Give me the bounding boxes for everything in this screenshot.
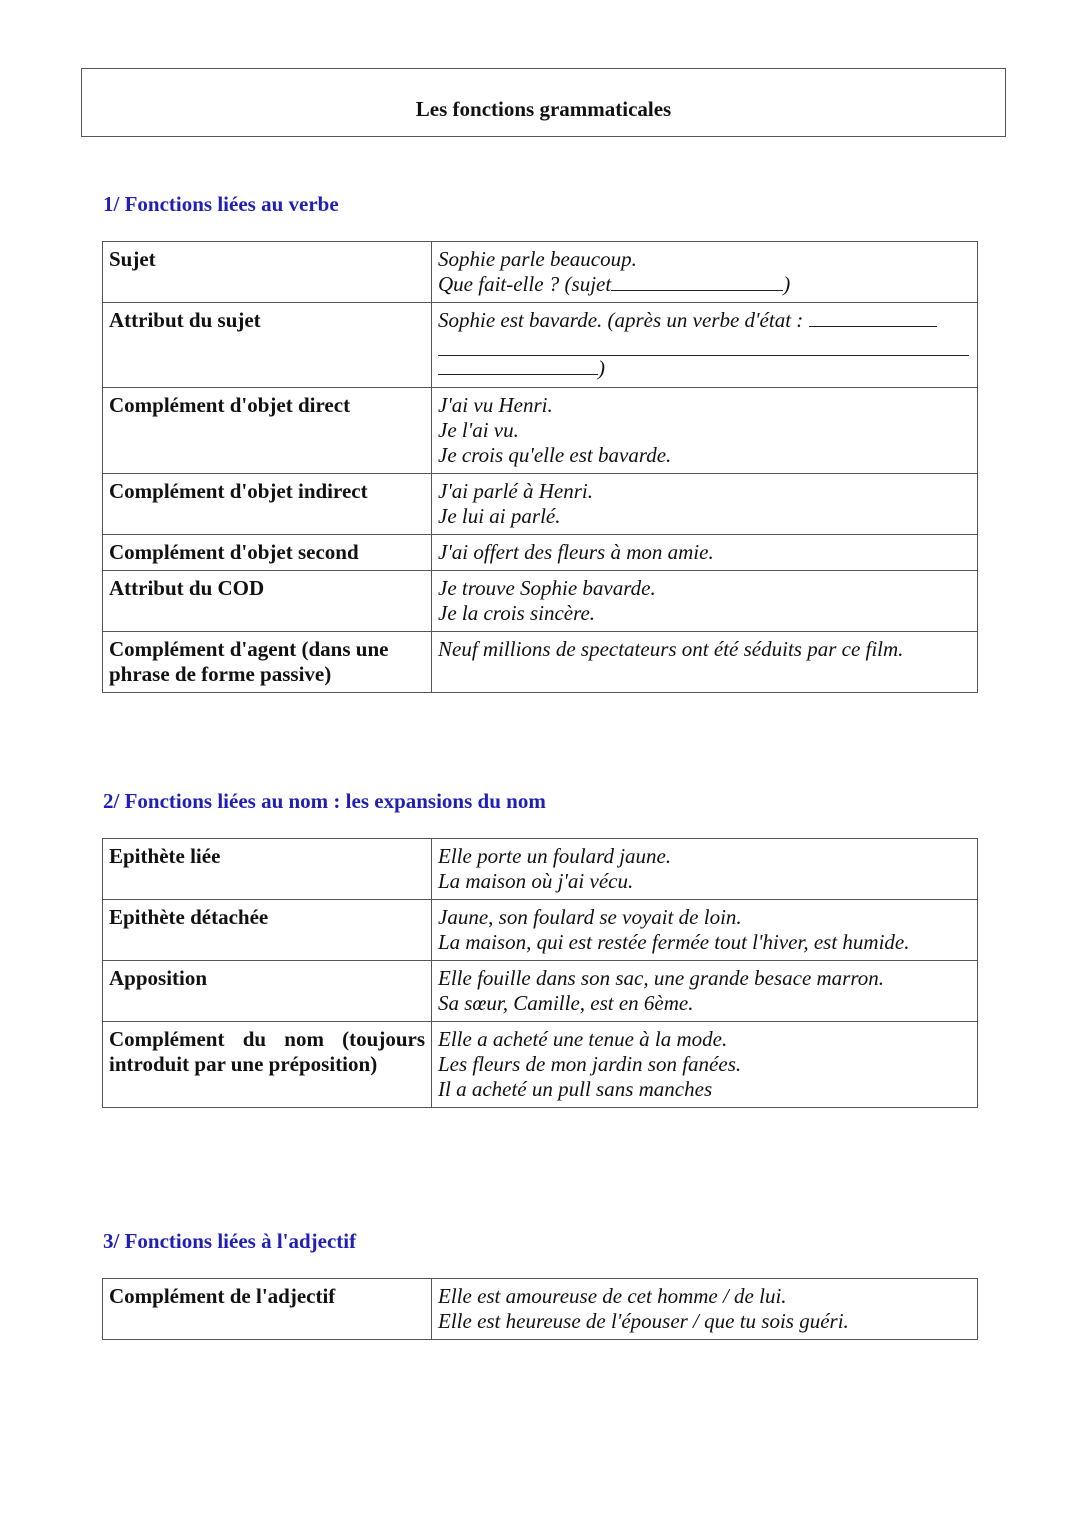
example-line: J'ai vu Henri. — [438, 393, 553, 417]
example-line: Elle est amoureuse de cet homme / de lui. — [438, 1284, 787, 1308]
term-cell: Complément d'objet direct — [103, 388, 432, 474]
example-cell — [432, 535, 978, 571]
table-fonctions-nom — [102, 838, 978, 1108]
example-cell — [432, 1279, 978, 1340]
example-line: Elle a acheté une tenue à la mode. — [438, 1027, 728, 1051]
example-cell — [432, 571, 978, 632]
table-row — [103, 571, 978, 632]
example-line: La maison, qui est restée fermée tout l'hiver, est humide. — [438, 930, 910, 954]
term-cell: Complément du nom (toujours introduit par une préposition) — [103, 1022, 432, 1108]
term-cell: Complément d'objet second — [103, 535, 432, 571]
table-row — [103, 1022, 978, 1108]
term-cell: Epithète liée — [103, 839, 432, 900]
example-cell — [432, 303, 978, 388]
blank-line — [611, 272, 783, 291]
example-cell — [432, 961, 978, 1022]
example-cell — [432, 388, 978, 474]
example-cell — [432, 1022, 978, 1108]
example-line: Sa sœur, Camille, est en 6ème. — [438, 991, 694, 1015]
example-line — [438, 356, 971, 381]
example-text: Que fait-elle ? (sujet — [438, 272, 612, 296]
example-line: Les fleurs de mon jardin son fanées. — [438, 1052, 742, 1076]
table-row — [103, 474, 978, 535]
term-cell: Complément d'objet indirect — [103, 474, 432, 535]
section-heading-verbe: 1/ Fonctions liées au verbe — [103, 192, 339, 216]
example-line: J'ai offert des fleurs à mon amie. — [438, 540, 714, 564]
table-fonctions-verbe — [102, 241, 978, 693]
blank-line — [438, 333, 969, 356]
table-row — [103, 303, 978, 388]
example-cell — [432, 839, 978, 900]
table-row — [103, 535, 978, 571]
example-line: Il a acheté un pull sans manches — [438, 1077, 713, 1101]
example-text: ) — [783, 272, 791, 296]
page-title: Les fonctions grammaticales — [415, 97, 672, 121]
example-cell — [432, 632, 978, 693]
table-row — [103, 242, 978, 303]
example-line — [438, 308, 971, 333]
example-line: Je trouve Sophie bavarde. — [438, 576, 656, 600]
example-text: ) — [598, 356, 605, 380]
example-cell — [432, 474, 978, 535]
term-cell: Apposition — [103, 961, 432, 1022]
example-line: Jaune, son foulard se voyait de loin. — [438, 905, 742, 929]
term-cell: Epithète détachée — [103, 900, 432, 961]
example-line: Je lui ai parlé. — [438, 504, 561, 528]
example-cell — [432, 900, 978, 961]
section-heading-adjectif: 3/ Fonctions liées à l'adjectif — [103, 1229, 357, 1253]
term-cell: Sujet — [103, 242, 432, 303]
table-row — [103, 632, 978, 693]
example-line: Elle est heureuse de l'épouser / que tu sois guéri. — [438, 1309, 849, 1333]
term-cell: Complément de l'adjectif — [103, 1279, 432, 1340]
term-cell: Attribut du COD — [103, 571, 432, 632]
blank-line — [809, 308, 937, 327]
example-line: Elle porte un foulard jaune. — [438, 844, 672, 868]
example-line: Elle fouille dans son sac, une grande besace marron. — [438, 966, 884, 990]
title-box — [81, 68, 1006, 137]
example-line: La maison où j'ai vécu. — [438, 869, 634, 893]
blank-line — [438, 356, 598, 375]
example-line — [438, 272, 971, 297]
example-text: Sophie est bavarde. (après un verbe d'état : — [438, 308, 804, 332]
section-heading-nom: 2/ Fonctions liées au nom : les expansions du nom — [103, 789, 546, 813]
table-row — [103, 388, 978, 474]
table-row — [103, 1279, 978, 1340]
table-row — [103, 900, 978, 961]
term-cell: Attribut du sujet — [103, 303, 432, 388]
table-row — [103, 839, 978, 900]
example-line: Sophie parle beaucoup. — [438, 247, 637, 271]
example-line: Neuf millions de spectateurs ont été séduits par ce film. — [438, 637, 904, 661]
example-line: J'ai parlé à Henri. — [438, 479, 593, 503]
example-line: Je l'ai vu. — [438, 418, 519, 442]
example-line: Je la crois sincère. — [438, 601, 596, 625]
table-row — [103, 961, 978, 1022]
term-cell: Complément d'agent (dans une phrase de forme passive) — [103, 632, 432, 693]
example-line: Je crois qu'elle est bavarde. — [438, 443, 672, 467]
table-fonctions-adjectif — [102, 1278, 978, 1340]
example-cell — [432, 242, 978, 303]
